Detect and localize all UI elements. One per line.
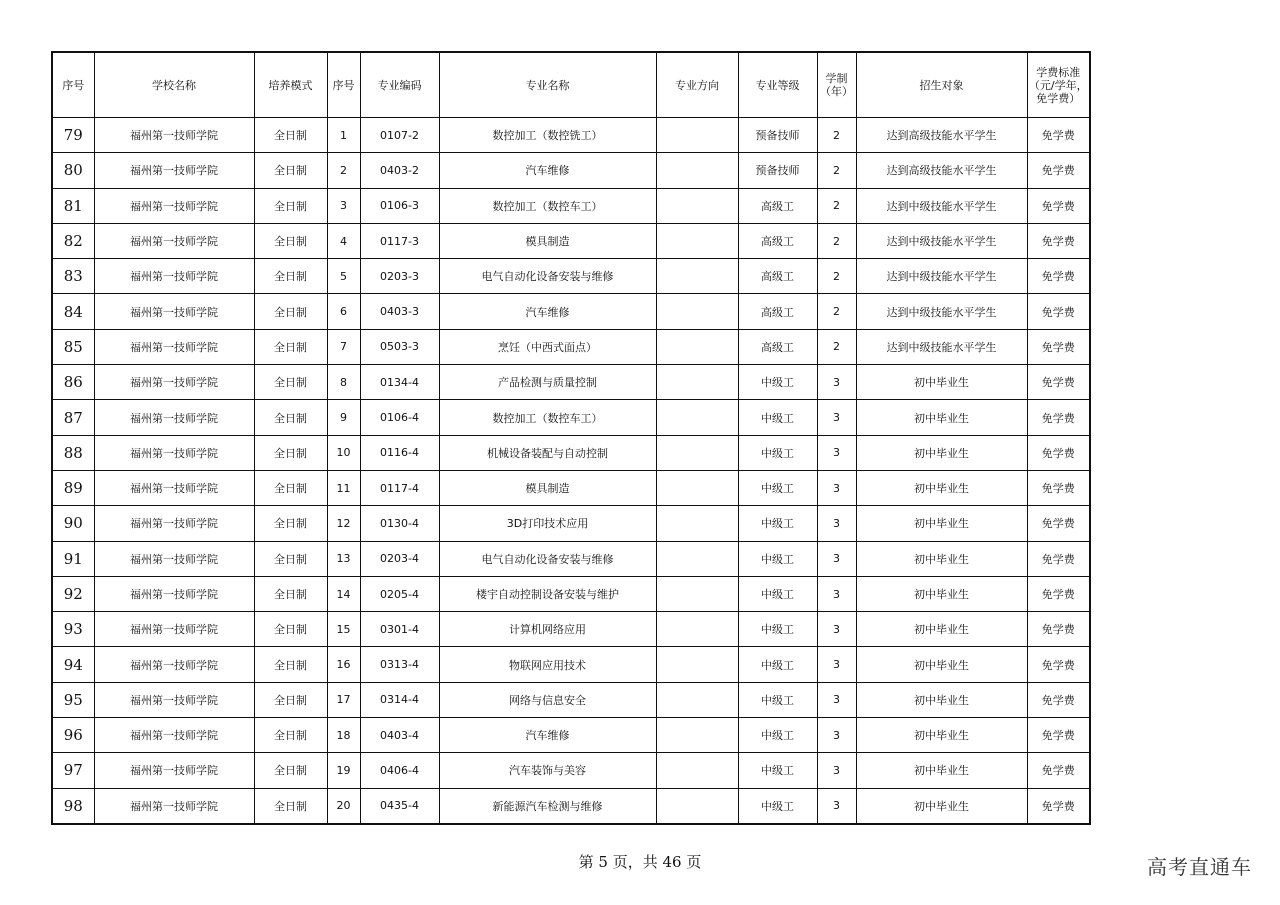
page-footer [0,851,1280,872]
cell-school: 福州第一技师学院 [94,470,254,505]
cell-direction [656,435,738,470]
cell-duration: 3 [817,435,856,470]
cell-school: 福州第一技师学院 [94,365,254,400]
cell-seq: 90 [52,506,94,541]
cell-mode: 全日制 [254,223,327,258]
cell-fee: 免学费 [1027,365,1090,400]
cell-major: 产品检测与质量控制 [439,365,656,400]
header-code: 专业编码 [360,52,439,118]
cell-target: 达到中级技能水平学生 [856,259,1027,294]
cell-major: 物联网应用技术 [439,647,656,682]
cell-seq: 96 [52,718,94,753]
cell-level: 预备技师 [738,118,817,153]
cell-target: 初中毕业生 [856,576,1027,611]
cell-major: 汽车装饰与美容 [439,753,656,788]
cell-code: 0435-4 [360,788,439,824]
cell-level: 高级工 [738,329,817,364]
cell-sub-seq: 3 [327,188,360,223]
cell-sub-seq: 4 [327,223,360,258]
cell-fee: 免学费 [1027,188,1090,223]
cell-seq: 87 [52,400,94,435]
cell-seq: 86 [52,365,94,400]
table-row [52,612,1090,647]
cell-level: 中级工 [738,788,817,824]
cell-code: 0301-4 [360,612,439,647]
cell-target: 初中毕业生 [856,788,1027,824]
cell-fee: 免学费 [1027,259,1090,294]
cell-level: 中级工 [738,435,817,470]
cell-direction [656,718,738,753]
cell-sub-seq: 10 [327,435,360,470]
header-direction: 专业方向 [656,52,738,118]
cell-major: 汽车维修 [439,294,656,329]
cell-code: 0403-2 [360,153,439,188]
cell-mode: 全日制 [254,365,327,400]
cell-mode: 全日制 [254,153,327,188]
cell-mode: 全日制 [254,118,327,153]
cell-direction [656,294,738,329]
cell-fee: 免学费 [1027,647,1090,682]
cell-seq: 93 [52,612,94,647]
cell-target: 达到高级技能水平学生 [856,153,1027,188]
table-row [52,259,1090,294]
cell-code: 0107-2 [360,118,439,153]
table-row [52,576,1090,611]
cell-mode: 全日制 [254,506,327,541]
cell-sub-seq: 2 [327,153,360,188]
cell-school: 福州第一技师学院 [94,506,254,541]
cell-seq: 92 [52,576,94,611]
cell-duration: 3 [817,682,856,717]
cell-major: 数控加工（数控车工） [439,188,656,223]
cell-direction [656,682,738,717]
cell-major: 汽车维修 [439,153,656,188]
header-school: 学校名称 [94,52,254,118]
cell-school: 福州第一技师学院 [94,541,254,576]
cell-fee: 免学费 [1027,223,1090,258]
cell-mode: 全日制 [254,470,327,505]
cell-fee: 免学费 [1027,541,1090,576]
cell-duration: 3 [817,753,856,788]
cell-sub-seq: 15 [327,612,360,647]
cell-mode: 全日制 [254,435,327,470]
cell-mode: 全日制 [254,612,327,647]
cell-mode: 全日制 [254,294,327,329]
table-row [52,718,1090,753]
cell-direction [656,153,738,188]
cell-code: 0205-4 [360,576,439,611]
cell-mode: 全日制 [254,788,327,824]
table-row [52,470,1090,505]
header-duration: 学制（年） [817,52,856,118]
cell-code: 0403-3 [360,294,439,329]
table-row [52,118,1090,153]
cell-fee: 免学费 [1027,400,1090,435]
cell-level: 中级工 [738,400,817,435]
table-row [52,541,1090,576]
table-row [52,400,1090,435]
cell-fee: 免学费 [1027,506,1090,541]
cell-direction [656,753,738,788]
cell-duration: 3 [817,788,856,824]
table-header-row [52,52,1090,118]
cell-code: 0203-4 [360,541,439,576]
cell-level: 中级工 [738,647,817,682]
cell-sub-seq: 16 [327,647,360,682]
cell-major: 楼宇自动控制设备安装与维护 [439,576,656,611]
header-sub-seq: 序号 [327,52,360,118]
header-seq: 序号 [52,52,94,118]
cell-sub-seq: 12 [327,506,360,541]
cell-target: 初中毕业生 [856,612,1027,647]
cell-fee: 免学费 [1027,753,1090,788]
table-row [52,788,1090,824]
cell-school: 福州第一技师学院 [94,223,254,258]
cell-major: 模具制造 [439,223,656,258]
table-row [52,506,1090,541]
cell-major: 烹饪（中西式面点） [439,329,656,364]
cell-code: 0314-4 [360,682,439,717]
cell-major: 计算机网络应用 [439,612,656,647]
cell-sub-seq: 13 [327,541,360,576]
cell-fee: 免学费 [1027,718,1090,753]
page-number-text: 第 5 页，共 46 页 [578,853,702,871]
cell-major: 数控加工（数控铣工） [439,118,656,153]
cell-target: 初中毕业生 [856,400,1027,435]
cell-seq: 82 [52,223,94,258]
cell-seq: 83 [52,259,94,294]
cell-direction [656,223,738,258]
cell-code: 0130-4 [360,506,439,541]
cell-sub-seq: 17 [327,682,360,717]
cell-duration: 3 [817,576,856,611]
cell-target: 达到中级技能水平学生 [856,188,1027,223]
cell-seq: 81 [52,188,94,223]
cell-target: 初中毕业生 [856,753,1027,788]
cell-code: 0117-3 [360,223,439,258]
cell-seq: 91 [52,541,94,576]
cell-target: 初中毕业生 [856,647,1027,682]
cell-direction [656,118,738,153]
cell-target: 初中毕业生 [856,506,1027,541]
cell-code: 0117-4 [360,470,439,505]
cell-school: 福州第一技师学院 [94,576,254,611]
cell-direction [656,788,738,824]
cell-duration: 3 [817,470,856,505]
cell-target: 初中毕业生 [856,435,1027,470]
cell-target: 初中毕业生 [856,470,1027,505]
cell-seq: 84 [52,294,94,329]
cell-target: 达到高级技能水平学生 [856,118,1027,153]
cell-duration: 3 [817,718,856,753]
cell-seq: 80 [52,153,94,188]
cell-seq: 85 [52,329,94,364]
cell-mode: 全日制 [254,400,327,435]
cell-sub-seq: 6 [327,294,360,329]
enrollment-table [51,51,1091,825]
cell-level: 预备技师 [738,153,817,188]
cell-duration: 3 [817,541,856,576]
cell-mode: 全日制 [254,753,327,788]
cell-school: 福州第一技师学院 [94,400,254,435]
cell-level: 中级工 [738,682,817,717]
cell-direction [656,541,738,576]
cell-mode: 全日制 [254,329,327,364]
cell-fee: 免学费 [1027,612,1090,647]
cell-sub-seq: 8 [327,365,360,400]
cell-sub-seq: 19 [327,753,360,788]
cell-mode: 全日制 [254,576,327,611]
cell-target: 达到中级技能水平学生 [856,294,1027,329]
cell-mode: 全日制 [254,718,327,753]
cell-level: 中级工 [738,541,817,576]
cell-target: 达到中级技能水平学生 [856,223,1027,258]
cell-seq: 88 [52,435,94,470]
cell-sub-seq: 7 [327,329,360,364]
table-row [52,294,1090,329]
cell-sub-seq: 14 [327,576,360,611]
cell-level: 中级工 [738,612,817,647]
table-row [52,223,1090,258]
cell-code: 0403-4 [360,718,439,753]
cell-school: 福州第一技师学院 [94,153,254,188]
cell-direction [656,329,738,364]
table-row [52,329,1090,364]
cell-duration: 2 [817,223,856,258]
cell-target: 初中毕业生 [856,718,1027,753]
cell-code: 0116-4 [360,435,439,470]
table-row [52,188,1090,223]
cell-target: 初中毕业生 [856,365,1027,400]
cell-duration: 3 [817,506,856,541]
table-row [52,647,1090,682]
cell-target: 初中毕业生 [856,682,1027,717]
cell-duration: 3 [817,400,856,435]
cell-school: 福州第一技师学院 [94,612,254,647]
cell-fee: 免学费 [1027,294,1090,329]
cell-target: 初中毕业生 [856,541,1027,576]
cell-seq: 97 [52,753,94,788]
cell-major: 机械设备装配与自动控制 [439,435,656,470]
cell-direction [656,470,738,505]
cell-school: 福州第一技师学院 [94,188,254,223]
cell-mode: 全日制 [254,541,327,576]
cell-code: 0203-3 [360,259,439,294]
cell-duration: 3 [817,365,856,400]
cell-school: 福州第一技师学院 [94,788,254,824]
cell-level: 高级工 [738,188,817,223]
cell-code: 0313-4 [360,647,439,682]
cell-target: 达到中级技能水平学生 [856,329,1027,364]
cell-school: 福州第一技师学院 [94,435,254,470]
cell-code: 0406-4 [360,753,439,788]
cell-level: 中级工 [738,470,817,505]
cell-school: 福州第一技师学院 [94,647,254,682]
header-fee: 学费标准（元/学年，免学费） [1027,52,1090,118]
cell-seq: 89 [52,470,94,505]
cell-major: 电气自动化设备安装与维修 [439,541,656,576]
cell-direction [656,365,738,400]
cell-fee: 免学费 [1027,682,1090,717]
cell-direction [656,259,738,294]
table-row [52,682,1090,717]
cell-duration: 2 [817,294,856,329]
cell-school: 福州第一技师学院 [94,329,254,364]
cell-major: 网络与信息安全 [439,682,656,717]
table-row [52,435,1090,470]
table-body [52,118,1090,824]
cell-fee: 免学费 [1027,435,1090,470]
cell-level: 中级工 [738,753,817,788]
cell-sub-seq: 9 [327,400,360,435]
cell-level: 高级工 [738,259,817,294]
cell-mode: 全日制 [254,682,327,717]
cell-level: 中级工 [738,718,817,753]
cell-direction [656,647,738,682]
cell-direction [656,576,738,611]
cell-school: 福州第一技师学院 [94,718,254,753]
cell-fee: 免学费 [1027,470,1090,505]
cell-code: 0106-4 [360,400,439,435]
cell-major: 数控加工（数控车工） [439,400,656,435]
cell-seq: 95 [52,682,94,717]
header-major: 专业名称 [439,52,656,118]
cell-sub-seq: 20 [327,788,360,824]
cell-major: 模具制造 [439,470,656,505]
cell-duration: 2 [817,188,856,223]
cell-direction [656,506,738,541]
cell-sub-seq: 11 [327,470,360,505]
cell-level: 高级工 [738,294,817,329]
cell-school: 福州第一技师学院 [94,294,254,329]
cell-level: 中级工 [738,576,817,611]
cell-duration: 2 [817,153,856,188]
table-row [52,753,1090,788]
watermark-logo: 高考直通车 [1147,855,1252,879]
cell-fee: 免学费 [1027,118,1090,153]
cell-school: 福州第一技师学院 [94,682,254,717]
cell-code: 0134-4 [360,365,439,400]
cell-major: 3D打印技术应用 [439,506,656,541]
cell-sub-seq: 18 [327,718,360,753]
cell-mode: 全日制 [254,259,327,294]
cell-duration: 2 [817,118,856,153]
cell-duration: 3 [817,612,856,647]
cell-level: 中级工 [738,365,817,400]
cell-seq: 98 [52,788,94,824]
cell-sub-seq: 5 [327,259,360,294]
header-mode: 培养模式 [254,52,327,118]
cell-major: 电气自动化设备安装与维修 [439,259,656,294]
cell-major: 新能源汽车检测与维修 [439,788,656,824]
header-level: 专业等级 [738,52,817,118]
cell-duration: 3 [817,647,856,682]
cell-code: 0503-3 [360,329,439,364]
cell-mode: 全日制 [254,188,327,223]
table-row [52,153,1090,188]
cell-fee: 免学费 [1027,576,1090,611]
table-row [52,365,1090,400]
cell-seq: 94 [52,647,94,682]
cell-fee: 免学费 [1027,153,1090,188]
cell-school: 福州第一技师学院 [94,259,254,294]
cell-seq: 79 [52,118,94,153]
cell-school: 福州第一技师学院 [94,118,254,153]
cell-duration: 2 [817,329,856,364]
cell-level: 高级工 [738,223,817,258]
cell-level: 中级工 [738,506,817,541]
cell-duration: 2 [817,259,856,294]
cell-fee: 免学费 [1027,788,1090,824]
cell-code: 0106-3 [360,188,439,223]
cell-direction [656,188,738,223]
cell-school: 福州第一技师学院 [94,753,254,788]
cell-direction [656,400,738,435]
cell-fee: 免学费 [1027,329,1090,364]
cell-direction [656,612,738,647]
cell-sub-seq: 1 [327,118,360,153]
cell-major: 汽车维修 [439,718,656,753]
cell-mode: 全日制 [254,647,327,682]
header-target: 招生对象 [856,52,1027,118]
